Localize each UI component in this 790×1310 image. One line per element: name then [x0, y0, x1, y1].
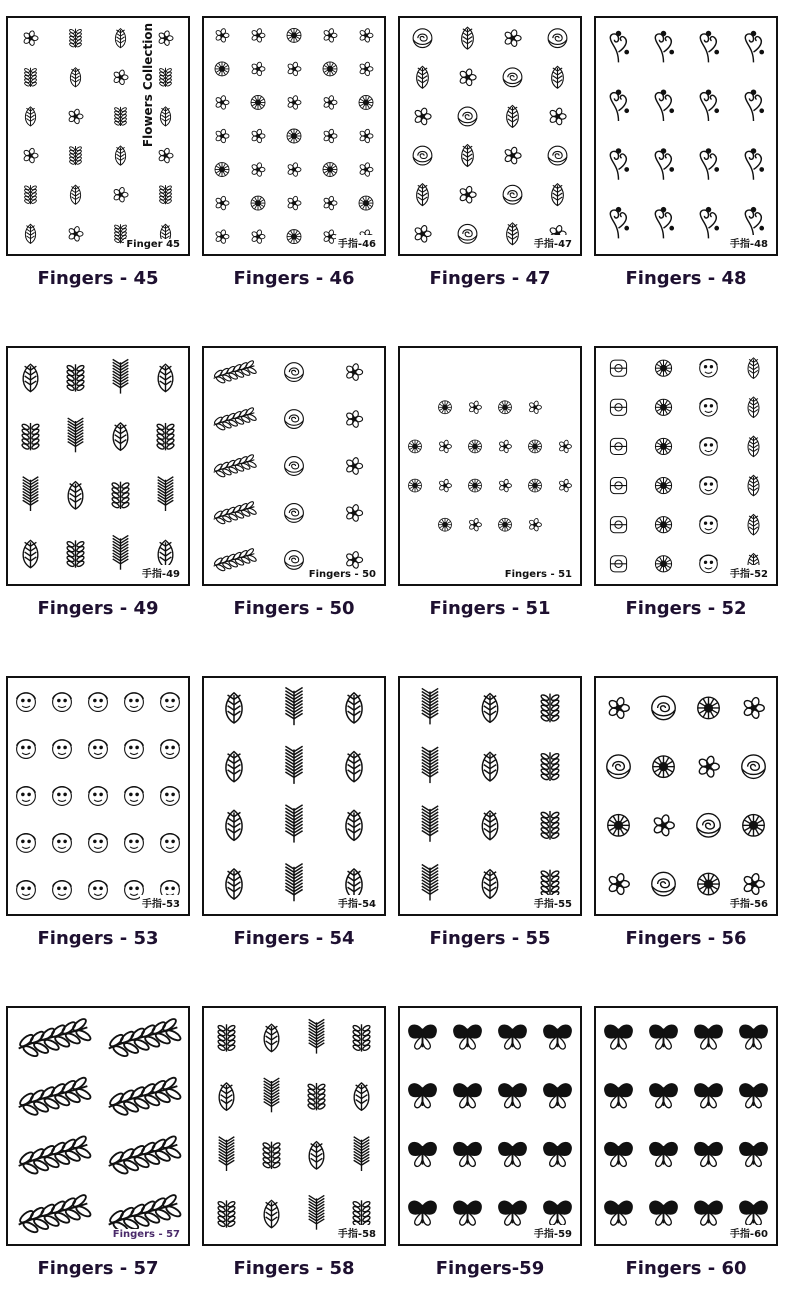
plate-caption: Fingers - 48 [625, 268, 747, 289]
plate-card[interactable] [392, 990, 588, 1310]
plate-pattern-art [204, 678, 384, 914]
plate-pattern-art [8, 678, 188, 914]
plate-stamp-label: 手指-55 [532, 895, 574, 910]
stamping-plate-image [6, 1006, 190, 1246]
plate-side-title: Flowers Collection [141, 22, 156, 148]
plate-card[interactable] [392, 0, 588, 320]
plate-caption: Fingers - 54 [233, 928, 355, 949]
stamping-plate-image [594, 676, 778, 916]
stamping-plate-image [6, 676, 190, 916]
plate-stamp-label: Fingers - 57 [112, 1229, 180, 1240]
stamping-plate-image [594, 346, 778, 586]
plate-card[interactable] [588, 990, 784, 1310]
plate-caption: Fingers - 53 [37, 928, 159, 949]
plate-pattern-art [204, 348, 384, 584]
stamping-plate-image [6, 16, 190, 256]
plate-caption: Fingers - 55 [429, 928, 551, 949]
plate-pattern-art [400, 678, 580, 914]
plate-stamp-label: 手指-58 [336, 1225, 378, 1240]
stamping-plate-image [594, 16, 778, 256]
plate-stamp-label: 手指-46 [336, 235, 378, 250]
stamping-plate-image [202, 676, 386, 916]
plate-card[interactable] [0, 330, 196, 650]
plate-caption: Fingers - 47 [429, 268, 551, 289]
plate-stamp-label: 手指-56 [728, 895, 770, 910]
plate-card[interactable] [588, 330, 784, 650]
plate-pattern-art [8, 348, 188, 584]
plate-caption: Fingers - 58 [233, 1258, 355, 1279]
plate-caption: Fingers - 45 [37, 268, 159, 289]
stamping-plate-image [202, 1006, 386, 1246]
plate-pattern-art [204, 1008, 384, 1244]
plate-pattern-art [596, 18, 776, 254]
plate-pattern-art [400, 1008, 580, 1244]
plate-pattern-art [596, 348, 776, 584]
plate-card[interactable] [196, 660, 392, 980]
plate-stamp-label: Fingers - 50 [308, 569, 376, 580]
plate-card[interactable] [392, 660, 588, 980]
plate-pattern-art [204, 18, 384, 254]
plate-stamp-label: 手指-47 [532, 235, 574, 250]
stamping-plate-image [398, 676, 582, 916]
plate-card[interactable] [196, 330, 392, 650]
plate-card[interactable] [0, 990, 196, 1310]
plate-caption: Fingers - 56 [625, 928, 747, 949]
plate-card[interactable] [0, 660, 196, 980]
plate-caption: Fingers - 60 [625, 1258, 747, 1279]
plate-stamp-label: 手指-54 [336, 895, 378, 910]
plate-card[interactable] [588, 0, 784, 320]
plate-card[interactable] [196, 0, 392, 320]
plate-stamp-label: 手指-59 [532, 1225, 574, 1240]
stamping-plate-image [202, 346, 386, 586]
plate-stamp-label: Finger 45 [126, 239, 180, 250]
plate-pattern-art [596, 1008, 776, 1244]
stamping-plate-image [398, 1006, 582, 1246]
plate-card[interactable] [196, 990, 392, 1310]
stamping-plate-image [202, 16, 386, 256]
plate-stamp-label: 手指-49 [140, 565, 182, 580]
plate-caption: Fingers - 46 [233, 268, 355, 289]
plate-caption: Fingers-59 [435, 1258, 545, 1279]
plate-pattern-art [400, 348, 580, 584]
plate-pattern-art [8, 1008, 188, 1244]
plate-stamp-label: 手指-60 [728, 1225, 770, 1240]
plate-card[interactable] [392, 330, 588, 650]
plate-caption: Fingers - 50 [233, 598, 355, 619]
plate-caption: Fingers - 49 [37, 598, 159, 619]
plate-pattern-art [400, 18, 580, 254]
plate-stamp-label: 手指-52 [728, 565, 770, 580]
plate-caption: Fingers - 51 [429, 598, 551, 619]
plate-stamp-label: Fingers - 51 [504, 569, 572, 580]
stamping-plate-image [6, 346, 190, 586]
stamping-plate-image [398, 346, 582, 586]
plate-caption: Fingers - 52 [625, 598, 747, 619]
stamping-plate-image [398, 16, 582, 256]
plate-caption: Fingers - 57 [37, 1258, 159, 1279]
plate-pattern-art [596, 678, 776, 914]
plate-pattern-art [8, 18, 188, 254]
plate-stamp-label: 手指-53 [140, 895, 182, 910]
plate-stamp-label: 手指-48 [728, 235, 770, 250]
plate-card[interactable] [0, 0, 196, 320]
plate-card[interactable] [588, 660, 784, 980]
stamping-plate-image [594, 1006, 778, 1246]
